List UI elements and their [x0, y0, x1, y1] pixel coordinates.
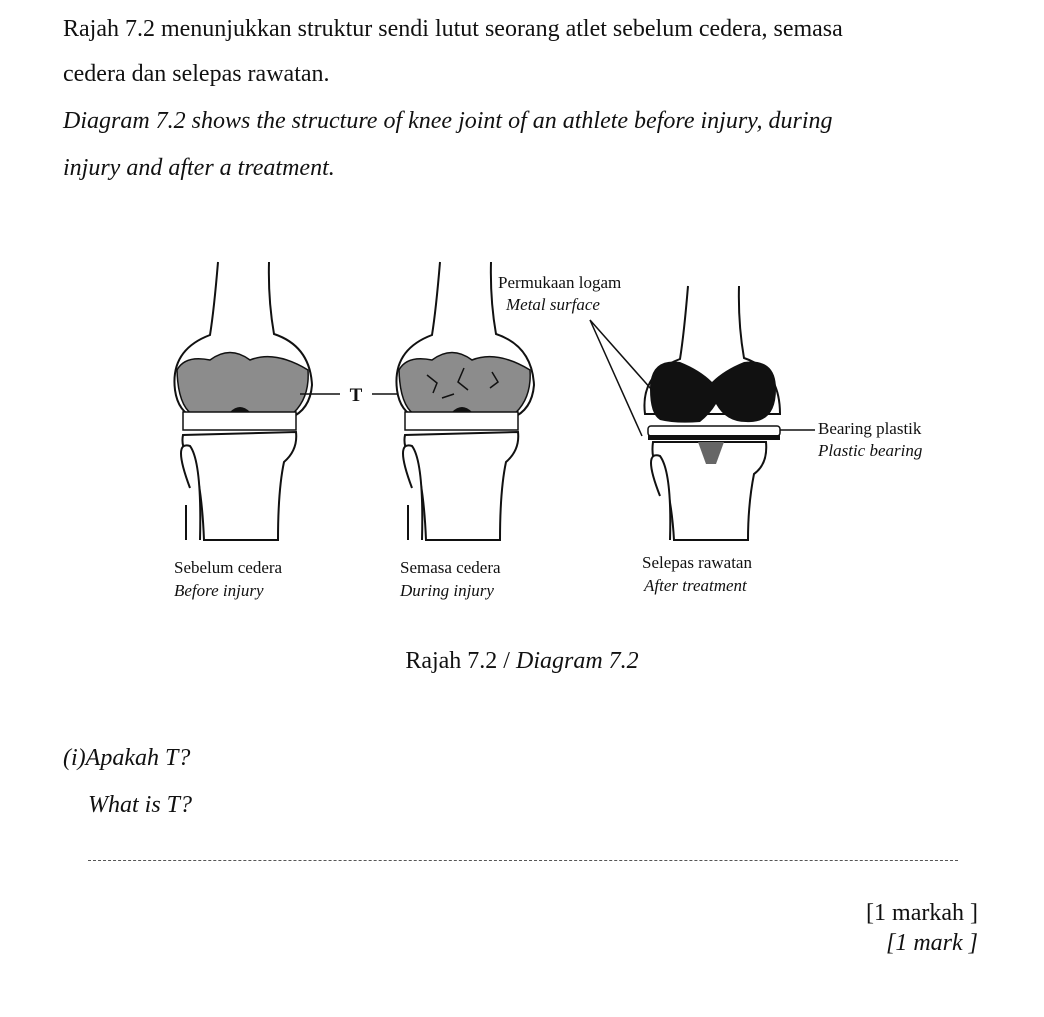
- intro-malay-line-1: Rajah 7.2 menunjukkan struktur sendi lutut seorang atlet sebelum cedera, semasa: [63, 16, 843, 42]
- caption-english: Diagram 7.2: [515, 648, 639, 674]
- label-bearing-en: Plastic bearing: [818, 441, 923, 460]
- label-bearing-ms: Bearing plastik: [818, 419, 922, 438]
- caption-malay: Rajah 7.2 /: [405, 648, 516, 674]
- marks-english: [1 mark ]: [885, 930, 978, 956]
- knee-during-label-en: During injury: [400, 581, 494, 600]
- label-metal-surface-en: Metal surface: [506, 295, 600, 314]
- knee-after-label-ms: Selepas rawatan: [642, 553, 752, 572]
- intro-english-line-2: injury and after a treatment.: [63, 155, 335, 181]
- question-malay: (i)Apakah T?: [63, 745, 191, 771]
- label-t: T: [349, 385, 363, 406]
- intro-english-line-1: Diagram 7.2 shows the structure of knee joint of an athlete before injury, during: [63, 108, 833, 134]
- question-english: What is T?: [88, 792, 193, 818]
- knee-before-label-ms: Sebelum cedera: [174, 558, 283, 577]
- cartilage-before: [177, 353, 308, 417]
- knee-before-label-en: Before injury: [174, 581, 264, 600]
- answer-line[interactable]: [88, 860, 958, 861]
- plastic-bearing: [648, 426, 780, 436]
- label-metal-surface-ms: Permukaan logam: [498, 273, 622, 292]
- knee-during-label-ms: Semasa cedera: [400, 558, 501, 577]
- knee-before-injury-figure: [174, 262, 312, 540]
- knee-after-label-en: After treatment: [644, 576, 747, 595]
- intro-malay-line-2: cedera dan selepas rawatan.: [63, 61, 330, 87]
- knee-after-treatment-figure: [644, 286, 780, 540]
- diagram-caption: [0, 648, 1044, 675]
- knee-joint-diagram: [150, 250, 970, 620]
- marks-malay: [1 markah ]: [866, 900, 978, 926]
